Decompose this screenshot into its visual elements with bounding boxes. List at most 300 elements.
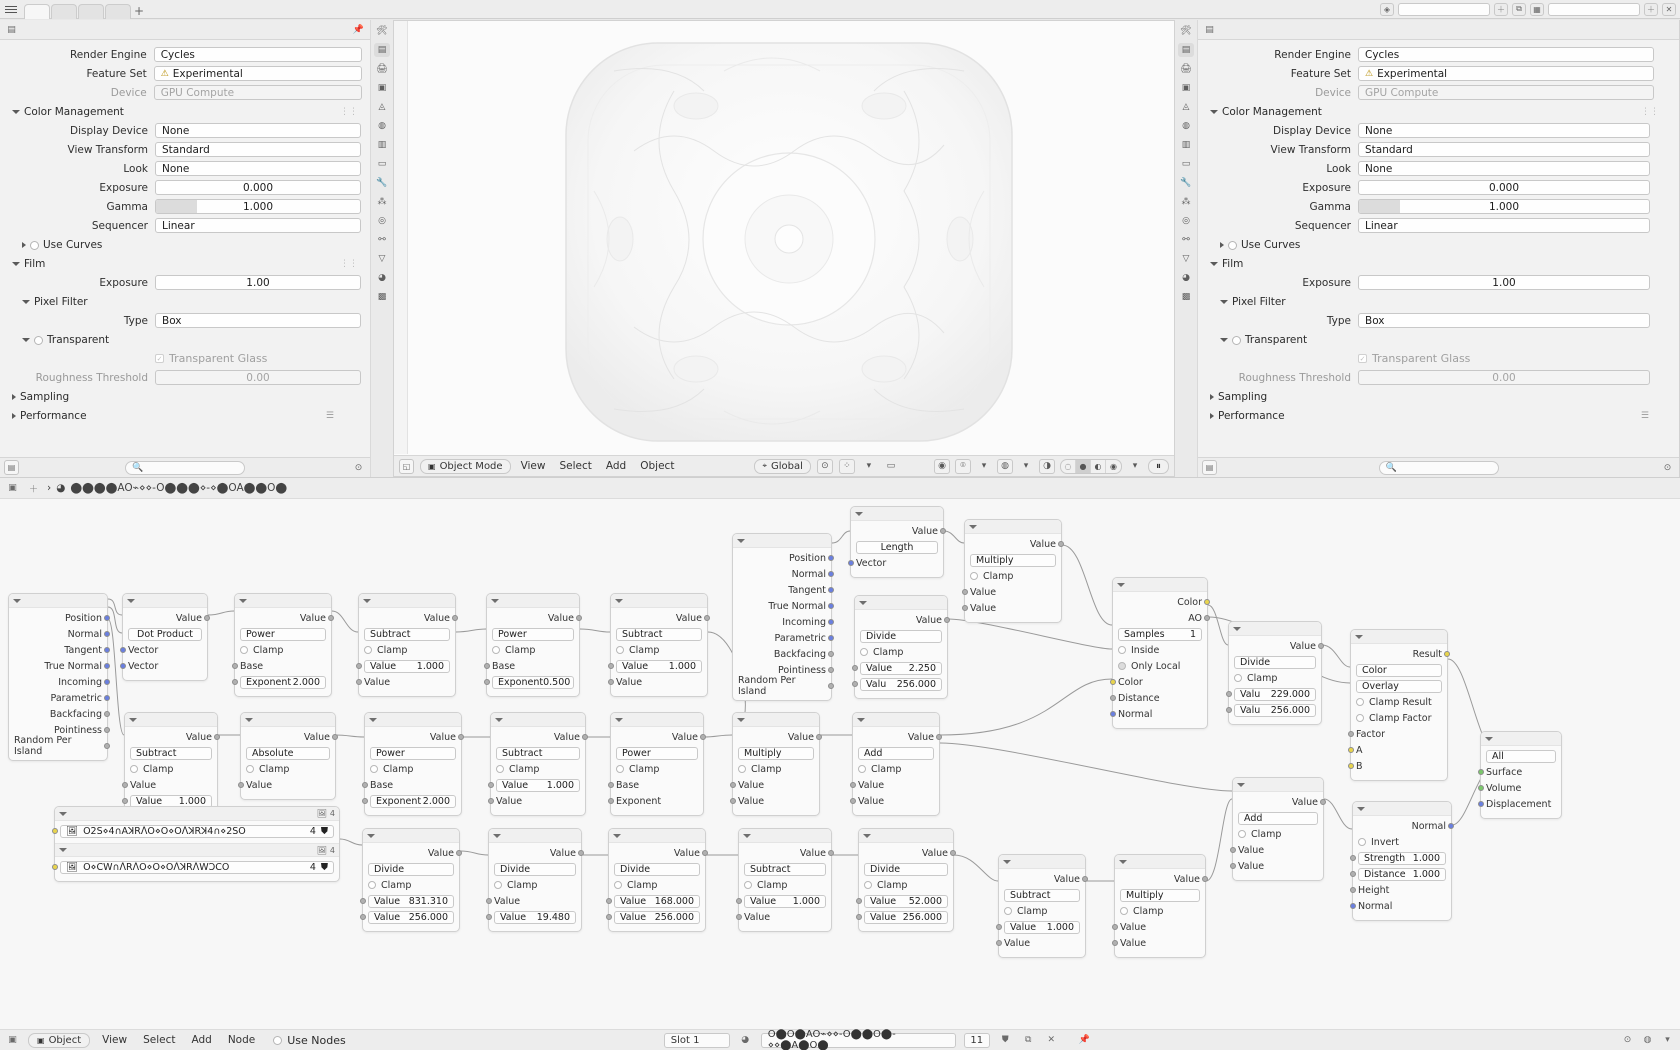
- socket-out[interactable]: [104, 663, 110, 669]
- node-input-value-2[interactable]: Valu 256.000: [1234, 703, 1316, 717]
- node-input-value-1[interactable]: Value 1.000: [744, 894, 826, 908]
- socket-in[interactable]: [852, 681, 858, 687]
- node-header[interactable]: [855, 596, 947, 610]
- node-target-dropdown[interactable]: All: [1486, 749, 1556, 763]
- socket-in[interactable]: [122, 782, 128, 788]
- tab-object-icon[interactable]: ▭: [377, 159, 387, 169]
- socket-in[interactable]: [1230, 847, 1236, 853]
- exposure-slider[interactable]: 0.000: [155, 180, 361, 195]
- node-image-row-1[interactable]: [60, 824, 334, 838]
- socket-in[interactable]: [850, 798, 856, 804]
- node-math-subtract-4[interactable]: [490, 712, 586, 816]
- node-operation-dropdown[interactable]: Power: [370, 746, 456, 760]
- socket-in[interactable]: [608, 679, 614, 685]
- transparent-checkbox[interactable]: [34, 336, 43, 345]
- filter-type-dropdown[interactable]: Box: [1358, 313, 1650, 328]
- socket-out[interactable]: [452, 615, 458, 621]
- shading-material-icon[interactable]: ◐: [1091, 460, 1106, 473]
- node-datatype-dropdown[interactable]: Color: [1356, 663, 1442, 677]
- node-input-value-2[interactable]: Value 256.000: [614, 910, 700, 924]
- section-color-management[interactable]: Color Management ⋮⋮: [0, 104, 362, 120]
- material-slot-dropdown[interactable]: Slot 1: [664, 1033, 730, 1048]
- options-icon[interactable]: ⊙: [354, 462, 363, 473]
- node-operation-dropdown[interactable]: Divide: [860, 629, 942, 643]
- socket-in[interactable]: [1478, 769, 1484, 775]
- node-clamp-checkbox[interactable]: Clamp: [970, 569, 1056, 583]
- node-clamp-checkbox[interactable]: Clamp: [616, 762, 698, 776]
- node-header[interactable]: [1353, 802, 1451, 816]
- node-invert-checkbox[interactable]: Invert: [1358, 835, 1446, 849]
- socket-in[interactable]: [608, 782, 614, 788]
- socket-in[interactable]: [1350, 903, 1356, 909]
- node-input-value-1[interactable]: Value 1.000: [1004, 920, 1080, 934]
- feature-set-dropdown[interactable]: ⚠ Experimental: [1358, 66, 1654, 81]
- extra-icon[interactable]: ▭: [886, 461, 896, 471]
- socket-in[interactable]: [856, 898, 862, 904]
- node-clamp-factor-checkbox[interactable]: Clamp Factor: [1356, 711, 1442, 725]
- unlink-material-icon[interactable]: ✕: [1047, 1035, 1055, 1045]
- use-curves-checkbox[interactable]: [1228, 241, 1237, 250]
- node-math-divide-6[interactable]: [858, 828, 954, 932]
- socket-in[interactable]: [360, 914, 366, 920]
- image-browse-icon[interactable]: 🖼: [66, 825, 79, 837]
- socket-in[interactable]: [1112, 924, 1118, 930]
- node-operation-dropdown[interactable]: Divide: [368, 862, 454, 876]
- shading-mode-group[interactable]: [1060, 459, 1122, 474]
- node-header[interactable]: [1351, 630, 1447, 644]
- viewport-3d[interactable]: [393, 20, 1175, 477]
- node-menu-view[interactable]: View: [102, 1034, 128, 1046]
- node-samples-field[interactable]: Samples 1: [1118, 627, 1202, 641]
- socket-in[interactable]: [232, 679, 238, 685]
- transparent-glass-checkbox[interactable]: ✓: [1359, 354, 1366, 363]
- node-header[interactable]: [235, 594, 331, 608]
- node-math-add-1[interactable]: [852, 712, 940, 816]
- tab-physics-icon[interactable]: ◎: [1182, 216, 1190, 226]
- node-header[interactable]: [489, 829, 581, 843]
- socket-in[interactable]: [1112, 940, 1118, 946]
- tab-object-icon[interactable]: ▭: [1181, 159, 1191, 169]
- node-menu-select[interactable]: Select: [143, 1034, 176, 1046]
- menu-icon[interactable]: [0, 0, 22, 19]
- socket-out[interactable]: [104, 647, 110, 653]
- material-users-count[interactable]: 11: [964, 1033, 990, 1048]
- properties-search-input[interactable]: [125, 461, 245, 475]
- socket-in[interactable]: [356, 679, 362, 685]
- node-operation-dropdown[interactable]: Divide: [1234, 655, 1316, 669]
- display-device-dropdown[interactable]: None: [155, 123, 361, 138]
- use-nodes-toggle[interactable]: Use Nodes: [273, 1034, 346, 1047]
- node-math-multiply-3[interactable]: [1114, 854, 1206, 958]
- node-clamp-checkbox[interactable]: Clamp: [1120, 904, 1200, 918]
- node-header[interactable]: [733, 534, 831, 548]
- snap-icon[interactable]: ⊙: [1623, 1035, 1632, 1045]
- node-ambient-occlusion[interactable]: [1112, 577, 1208, 729]
- node-operation-dropdown[interactable]: Subtract: [364, 627, 450, 641]
- socket-out[interactable]: [104, 679, 110, 685]
- node-input-value-1[interactable]: Value 168.000: [614, 894, 700, 908]
- socket-out[interactable]: [828, 651, 834, 657]
- socket-in[interactable]: [608, 663, 614, 669]
- pin-icon[interactable]: 📌: [352, 24, 365, 35]
- node-header[interactable]: [363, 829, 459, 843]
- socket-out[interactable]: [204, 615, 210, 621]
- node-clamp-result-checkbox[interactable]: Clamp Result: [1356, 695, 1442, 709]
- socket-out[interactable]: [816, 734, 822, 740]
- socket-in[interactable]: [996, 940, 1002, 946]
- pause-render-button[interactable]: ⏸: [1148, 459, 1169, 474]
- node-header[interactable]: [733, 713, 819, 727]
- node-header[interactable]: [491, 713, 585, 727]
- node-operation-dropdown[interactable]: Add: [1238, 811, 1318, 825]
- socket-in[interactable]: [52, 828, 58, 834]
- device-dropdown[interactable]: GPU Compute: [154, 85, 362, 100]
- view-transform-dropdown[interactable]: Standard: [1358, 142, 1650, 157]
- socket-in[interactable]: [1350, 871, 1356, 877]
- section-pixel-filter[interactable]: Pixel Filter: [1198, 294, 1667, 310]
- node-operation-dropdown[interactable]: Divide: [614, 862, 700, 876]
- node-header[interactable]: [123, 594, 207, 608]
- tab-material-icon[interactable]: ◕: [378, 273, 386, 283]
- node-header[interactable]: [487, 594, 579, 608]
- node-clamp-checkbox[interactable]: Clamp: [1004, 904, 1080, 918]
- node-header[interactable]: [9, 594, 107, 608]
- transparent-glass-row[interactable]: ✓ Transparent Glass: [156, 352, 268, 365]
- node-inside-checkbox[interactable]: Inside: [1118, 643, 1202, 657]
- node-operation-dropdown[interactable]: Divide: [864, 862, 948, 876]
- socket-out[interactable]: [458, 734, 464, 740]
- node-operation-dropdown[interactable]: Subtract: [1004, 888, 1080, 902]
- node-input-value-1[interactable]: Value 831.310: [368, 894, 454, 908]
- editor-type-icon[interactable]: ▣: [8, 483, 17, 493]
- visibility-icon[interactable]: ◉: [934, 459, 950, 474]
- new-scene-button[interactable]: ＋: [1494, 3, 1508, 16]
- film-exposure-field[interactable]: 1.00: [155, 275, 361, 290]
- node-math-power-4[interactable]: [610, 712, 704, 816]
- socket-out[interactable]: [576, 615, 582, 621]
- socket-out[interactable]: [828, 635, 834, 641]
- node-clamp-checkbox[interactable]: Clamp: [744, 878, 826, 892]
- socket-out[interactable]: [828, 587, 834, 593]
- gizmo-icon[interactable]: ⌾: [955, 459, 971, 474]
- node-canvas[interactable]: [0, 499, 1680, 1029]
- node-input-exponent[interactable]: Exponent 2.000: [240, 675, 326, 689]
- proportional-falloff-icon[interactable]: ▾: [866, 461, 872, 471]
- socket-in[interactable]: [996, 924, 1002, 930]
- socket-out[interactable]: [214, 734, 220, 740]
- feature-set-dropdown[interactable]: ⚠ Experimental: [154, 66, 362, 81]
- node-math-divide-1[interactable]: [854, 595, 948, 699]
- section-use-curves[interactable]: Use Curves: [1198, 237, 1667, 253]
- node-material-output[interactable]: [1480, 731, 1562, 819]
- socket-out[interactable]: [950, 850, 956, 856]
- node-header[interactable]: [739, 829, 831, 843]
- node-input-value-1[interactable]: Value 1.000: [496, 778, 580, 792]
- socket-in[interactable]: [730, 782, 736, 788]
- node-header[interactable]: [851, 507, 943, 521]
- remove-view-layer-button[interactable]: ✕: [1662, 3, 1676, 16]
- node-operation-dropdown[interactable]: Multiply: [738, 746, 814, 760]
- socket-in[interactable]: [122, 798, 128, 804]
- node-clamp-checkbox[interactable]: Clamp: [738, 762, 814, 776]
- socket-out[interactable]: [1202, 876, 1208, 882]
- socket-in[interactable]: [1348, 747, 1354, 753]
- node-clamp-checkbox[interactable]: Clamp: [494, 878, 576, 892]
- node-image-row-2[interactable]: [60, 860, 334, 874]
- node-math-multiply-top[interactable]: [964, 519, 1062, 623]
- film-exposure-field[interactable]: 1.00: [1358, 275, 1650, 290]
- mode-dropdown[interactable]: ▣ Object Mode: [420, 459, 511, 474]
- scene-icon[interactable]: ◈: [1380, 3, 1394, 16]
- render-engine-dropdown[interactable]: Cycles: [154, 47, 362, 62]
- tab-particles-icon[interactable]: ⁂: [1181, 197, 1191, 207]
- node-operation-dropdown[interactable]: Power: [616, 746, 698, 760]
- properties-search-input[interactable]: [1379, 461, 1499, 475]
- node-operation-dropdown[interactable]: Subtract: [496, 746, 580, 760]
- node-math-divide-5[interactable]: [608, 828, 706, 932]
- socket-in[interactable]: [52, 864, 58, 870]
- node-image-texture-group[interactable]: [54, 806, 340, 882]
- look-dropdown[interactable]: None: [1358, 161, 1650, 176]
- node-mix-rgb-overlay[interactable]: [1350, 629, 1448, 781]
- node-math-power-3[interactable]: [364, 712, 462, 816]
- node-input-value-1[interactable]: Value 1.000: [364, 659, 450, 673]
- socket-in[interactable]: [1478, 801, 1484, 807]
- socket-out[interactable]: [828, 683, 834, 689]
- node-clamp-checkbox[interactable]: Clamp: [130, 762, 212, 776]
- overlays-options-icon[interactable]: ▾: [1023, 461, 1029, 471]
- socket-out[interactable]: [1082, 876, 1088, 882]
- node-math-divide-4[interactable]: [488, 828, 582, 932]
- node-input-exponent[interactable]: Exponent 0.500: [492, 675, 574, 689]
- socket-in[interactable]: [232, 663, 238, 669]
- node-header[interactable]: [1481, 732, 1561, 746]
- node-clamp-checkbox[interactable]: Clamp: [860, 645, 942, 659]
- tab-world-icon[interactable]: ◍: [1182, 121, 1190, 131]
- node-input-value-2[interactable]: Value 256.000: [864, 910, 948, 924]
- magnet-icon[interactable]: ⊙: [817, 459, 833, 474]
- socket-in[interactable]: [1110, 679, 1116, 685]
- node-input-strength[interactable]: Strength 1.000: [1358, 851, 1446, 865]
- socket-in[interactable]: [606, 914, 612, 920]
- socket-in[interactable]: [362, 782, 368, 788]
- sequencer-dropdown[interactable]: Linear: [155, 218, 361, 233]
- socket-out[interactable]: [582, 734, 588, 740]
- node-header[interactable]: [359, 594, 455, 608]
- section-transparent[interactable]: Transparent: [1198, 332, 1667, 348]
- viewport-menu-select[interactable]: Select: [559, 460, 592, 472]
- node-input-value-1[interactable]: Value 1.000: [616, 659, 702, 673]
- shading-solid-icon[interactable]: ●: [1076, 460, 1091, 473]
- socket-in[interactable]: [730, 798, 736, 804]
- socket-in[interactable]: [120, 647, 126, 653]
- socket-out[interactable]: [828, 850, 834, 856]
- tab-modifier-icon[interactable]: 🔧: [376, 178, 388, 188]
- node-math-subtract-6[interactable]: [998, 854, 1086, 958]
- xray-icon[interactable]: ◑: [1039, 459, 1055, 474]
- node-clamp-checkbox[interactable]: Clamp: [364, 643, 450, 657]
- node-menu-add[interactable]: Add: [191, 1034, 212, 1046]
- socket-in[interactable]: [1350, 855, 1356, 861]
- node-clamp-checkbox[interactable]: Clamp: [616, 643, 702, 657]
- socket-in[interactable]: [1350, 887, 1356, 893]
- tab-data-icon[interactable]: ▽: [1182, 254, 1190, 264]
- socket-in[interactable]: [1110, 695, 1116, 701]
- socket-in[interactable]: [486, 914, 492, 920]
- socket-in[interactable]: [1226, 707, 1232, 713]
- viewport-menu-object[interactable]: Object: [640, 460, 675, 472]
- socket-out[interactable]: [328, 615, 334, 621]
- socket-in[interactable]: [606, 898, 612, 904]
- node-header[interactable]: [611, 594, 707, 608]
- tab-render-icon[interactable]: ▤: [374, 43, 390, 57]
- node-math-add-2[interactable]: [1232, 777, 1324, 881]
- socket-in[interactable]: [848, 560, 854, 566]
- workspace-tab-2[interactable]: [51, 4, 77, 19]
- proportional-edit-icon[interactable]: ⁘: [839, 459, 855, 474]
- node-input-value-2[interactable]: Value 1.000: [130, 794, 212, 808]
- node-clamp-checkbox[interactable]: Clamp: [370, 762, 456, 776]
- editor-type-icon[interactable]: ▤: [7, 24, 16, 35]
- tab-texture-icon[interactable]: ▩: [1181, 292, 1191, 302]
- editor-type-icon[interactable]: ▤: [1205, 24, 1214, 35]
- socket-in[interactable]: [238, 782, 244, 788]
- socket-in[interactable]: [962, 605, 968, 611]
- node-operation-dropdown[interactable]: Subtract: [616, 627, 702, 641]
- node-math-subtract-2[interactable]: [610, 593, 708, 697]
- transparent-glass-checkbox[interactable]: ✓: [156, 354, 163, 363]
- node-vector-math-dot[interactable]: [122, 593, 208, 681]
- socket-out[interactable]: [1448, 823, 1454, 829]
- socket-out[interactable]: [1320, 799, 1326, 805]
- scene-duplicate-button[interactable]: ⧉: [1512, 3, 1526, 16]
- new-material-icon[interactable]: ⧉: [1025, 1035, 1032, 1045]
- node-math-multiply-2[interactable]: [732, 712, 820, 816]
- node-header[interactable]: [859, 829, 953, 843]
- filter-type-dropdown[interactable]: Box: [155, 313, 361, 328]
- node-input-value-1[interactable]: Value 52.000: [864, 894, 948, 908]
- socket-in[interactable]: [850, 782, 856, 788]
- node-input-value-2[interactable]: Valu 256.000: [860, 677, 942, 691]
- use-curves-checkbox[interactable]: [30, 241, 39, 250]
- node-math-divide-2[interactable]: [1228, 621, 1322, 725]
- socket-out[interactable]: [936, 734, 942, 740]
- socket-out[interactable]: [700, 734, 706, 740]
- node-header[interactable]: [1233, 778, 1323, 792]
- shield-icon[interactable]: ⛊: [320, 861, 328, 873]
- view-transform-dropdown[interactable]: Standard: [155, 142, 361, 157]
- node-geometry-2[interactable]: [732, 533, 832, 701]
- node-operation-dropdown[interactable]: Power: [240, 627, 326, 641]
- section-use-curves[interactable]: Use Curves: [0, 237, 362, 253]
- socket-out[interactable]: [1318, 643, 1324, 649]
- socket-in[interactable]: [852, 665, 858, 671]
- node-math-subtract-3[interactable]: [124, 712, 218, 816]
- node-clamp-checkbox[interactable]: Clamp: [614, 878, 700, 892]
- pin-icon[interactable]: 📌: [1078, 1035, 1090, 1045]
- overlay-icon[interactable]: ◍: [1643, 1035, 1652, 1045]
- tab-view-layer-icon[interactable]: ▣: [1181, 83, 1191, 93]
- scene-field[interactable]: [1398, 3, 1490, 16]
- transparent-glass-row[interactable]: ✓ Transparent Glass: [1359, 352, 1471, 365]
- node-vector-math-length[interactable]: [850, 506, 944, 578]
- socket-out[interactable]: [578, 850, 584, 856]
- socket-in[interactable]: [1348, 731, 1354, 737]
- gizmo-options-icon[interactable]: ▾: [981, 461, 987, 471]
- workspace-tab-1[interactable]: [24, 4, 50, 19]
- node-header[interactable]: [1115, 855, 1205, 869]
- socket-out[interactable]: [702, 850, 708, 856]
- tab-tool-icon[interactable]: 🛠: [1180, 26, 1192, 36]
- device-dropdown[interactable]: GPU Compute: [1358, 85, 1654, 100]
- node-math-power-2[interactable]: [486, 593, 580, 697]
- node-header[interactable]: [365, 713, 461, 727]
- look-dropdown[interactable]: None: [155, 161, 361, 176]
- image-name-1[interactable]: O2S⋄4∩AꓘRᐱO⋄O⋄OᐱꓘRꓘ4∩⋄2SO: [83, 825, 246, 837]
- section-film[interactable]: Film ⋮⋮: [0, 256, 362, 272]
- workspace-tab-4[interactable]: [105, 4, 131, 19]
- tab-scene-icon[interactable]: ◬: [1182, 102, 1190, 112]
- socket-in[interactable]: [488, 782, 494, 788]
- node-math-absolute[interactable]: [240, 712, 336, 800]
- socket-in[interactable]: [1230, 863, 1236, 869]
- socket-in[interactable]: [736, 914, 742, 920]
- node-math-power-1[interactable]: [234, 593, 332, 697]
- node-math-divide-3[interactable]: [362, 828, 460, 932]
- gamma-slider[interactable]: 1.000: [155, 199, 361, 214]
- socket-out[interactable]: [456, 850, 462, 856]
- tab-constraint-icon[interactable]: ⚯: [1182, 235, 1190, 245]
- socket-in[interactable]: [486, 898, 492, 904]
- socket-in[interactable]: [120, 663, 126, 669]
- shield-icon[interactable]: ⛊: [320, 825, 328, 837]
- tab-output-icon[interactable]: 🖨: [1180, 64, 1192, 74]
- render-engine-dropdown[interactable]: Cycles: [1358, 47, 1654, 62]
- section-performance[interactable]: Performance ☰: [1198, 408, 1667, 424]
- socket-out[interactable]: [1204, 615, 1210, 621]
- node-header[interactable]: [853, 713, 939, 727]
- viewport-menu-add[interactable]: Add: [605, 460, 627, 472]
- shader-type-dropdown[interactable]: ▣ Object: [28, 1033, 90, 1048]
- socket-out[interactable]: [332, 734, 338, 740]
- add-node-icon[interactable]: ＋: [28, 484, 38, 495]
- socket-out[interactable]: [828, 555, 834, 561]
- node-clamp-checkbox[interactable]: Clamp: [858, 762, 934, 776]
- node-header[interactable]: [609, 829, 705, 843]
- tab-tool-icon[interactable]: 🛠: [376, 26, 388, 36]
- tab-constraint-icon[interactable]: ⚯: [378, 235, 386, 245]
- socket-in[interactable]: [1110, 711, 1116, 717]
- tab-collection-icon[interactable]: ▥: [1181, 140, 1191, 150]
- roughness-threshold-field[interactable]: 0.00: [155, 370, 361, 385]
- tab-world-icon[interactable]: ◍: [378, 121, 386, 131]
- browse-material-icon[interactable]: ◕: [741, 1035, 750, 1045]
- image-browse-icon[interactable]: 🖼: [66, 861, 79, 873]
- socket-out[interactable]: [940, 528, 946, 534]
- node-clamp-checkbox[interactable]: Clamp: [496, 762, 580, 776]
- socket-in[interactable]: [736, 898, 742, 904]
- add-workspace-button[interactable]: +: [133, 4, 145, 18]
- node-operation-dropdown[interactable]: Multiply: [1120, 888, 1200, 902]
- socket-in[interactable]: [608, 798, 614, 804]
- socket-out[interactable]: [704, 615, 710, 621]
- shield-icon[interactable]: ⛊: [1001, 1035, 1009, 1045]
- node-operation-dropdown[interactable]: Dot Product: [128, 627, 202, 641]
- transform-orientation-dropdown[interactable]: ⌖ Global: [754, 459, 810, 474]
- node-header[interactable]: [1113, 578, 1207, 592]
- socket-out[interactable]: [944, 617, 950, 623]
- socket-in[interactable]: [1226, 691, 1232, 697]
